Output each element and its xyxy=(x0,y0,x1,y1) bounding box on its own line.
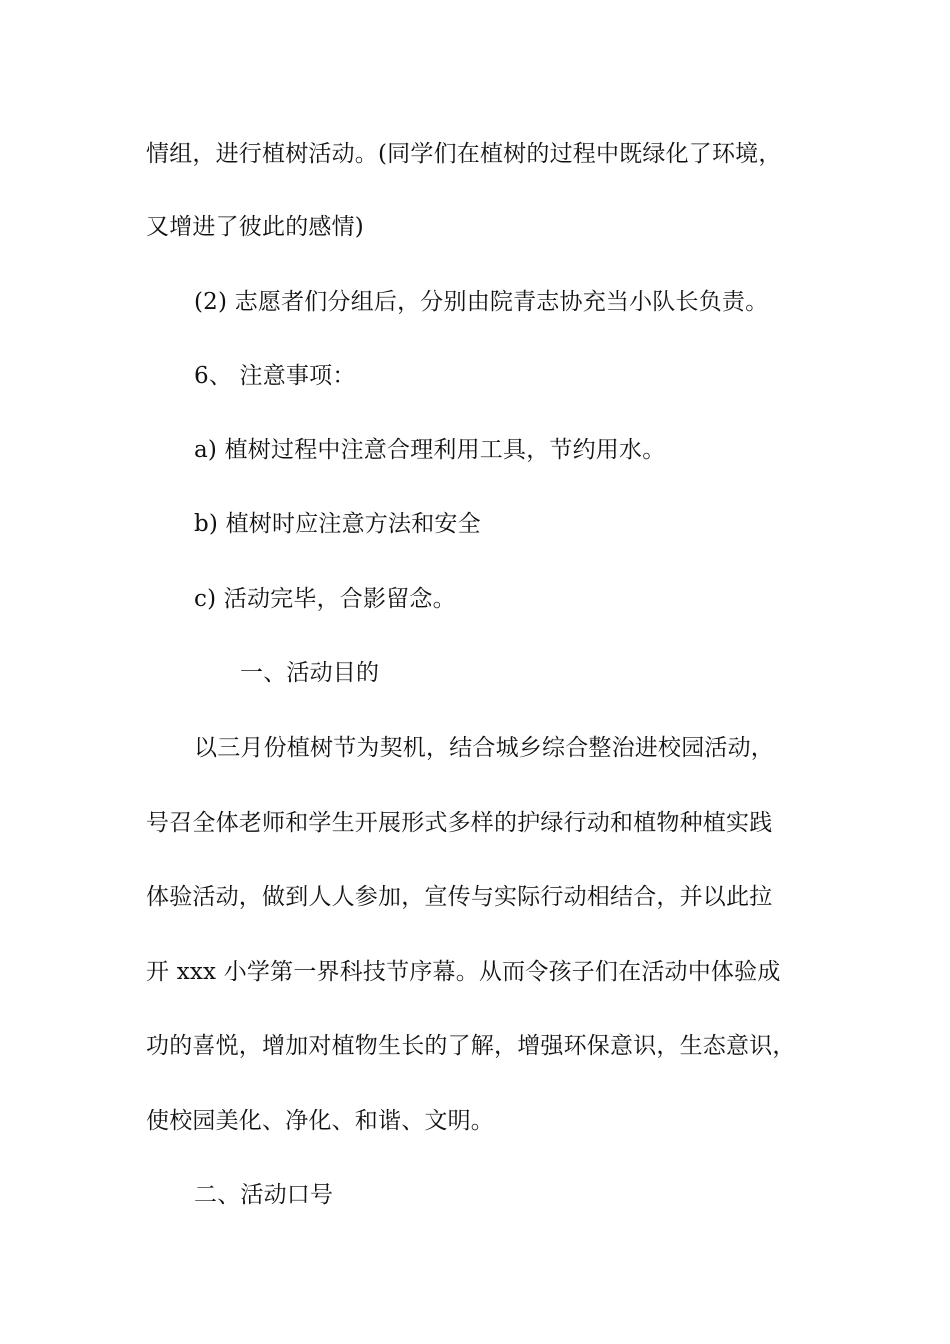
text-line: a) 植树过程中注意合理利用工具，节约用水。 xyxy=(194,437,666,463)
text-line: (2) 志愿者们分组后，分别由院青志协充当小队长负责。 xyxy=(194,289,769,315)
text-line: 使校园美化、净化、和谐、文明。 xyxy=(146,1108,494,1134)
section-heading: 一、活动目的 xyxy=(240,660,380,686)
text-line: 又增进了彼此的感情) xyxy=(146,214,364,240)
text-line: 情组，进行植树活动。(同学们在植树的过程中既绿化了环境， xyxy=(146,141,782,167)
text-line: 以三月份植树节为契机，结合城乡综合整治进校园活动， xyxy=(194,735,774,761)
text-line: c) 活动完毕，合影留念。 xyxy=(194,586,456,612)
section-heading: 二、活动口号 xyxy=(194,1182,334,1208)
text-line: b) 植树时应注意方法和安全 xyxy=(194,511,481,537)
text-line: 开 xxx 小学第一界科技节序幕。从而令孩子们在活动中体验成 xyxy=(146,959,781,985)
text-line: 号召全体老师和学生开展形式多样的护绿行动和植物种植实践 xyxy=(146,810,773,836)
text-line: 体验活动，做到人人参加，宣传与实际行动相结合，并以此拉 xyxy=(146,884,773,910)
text-line: 功的喜悦，增加对植物生长的了解，增强环保意识，生态意识， xyxy=(146,1033,796,1059)
text-line: 6、 注意事项： xyxy=(194,363,356,389)
